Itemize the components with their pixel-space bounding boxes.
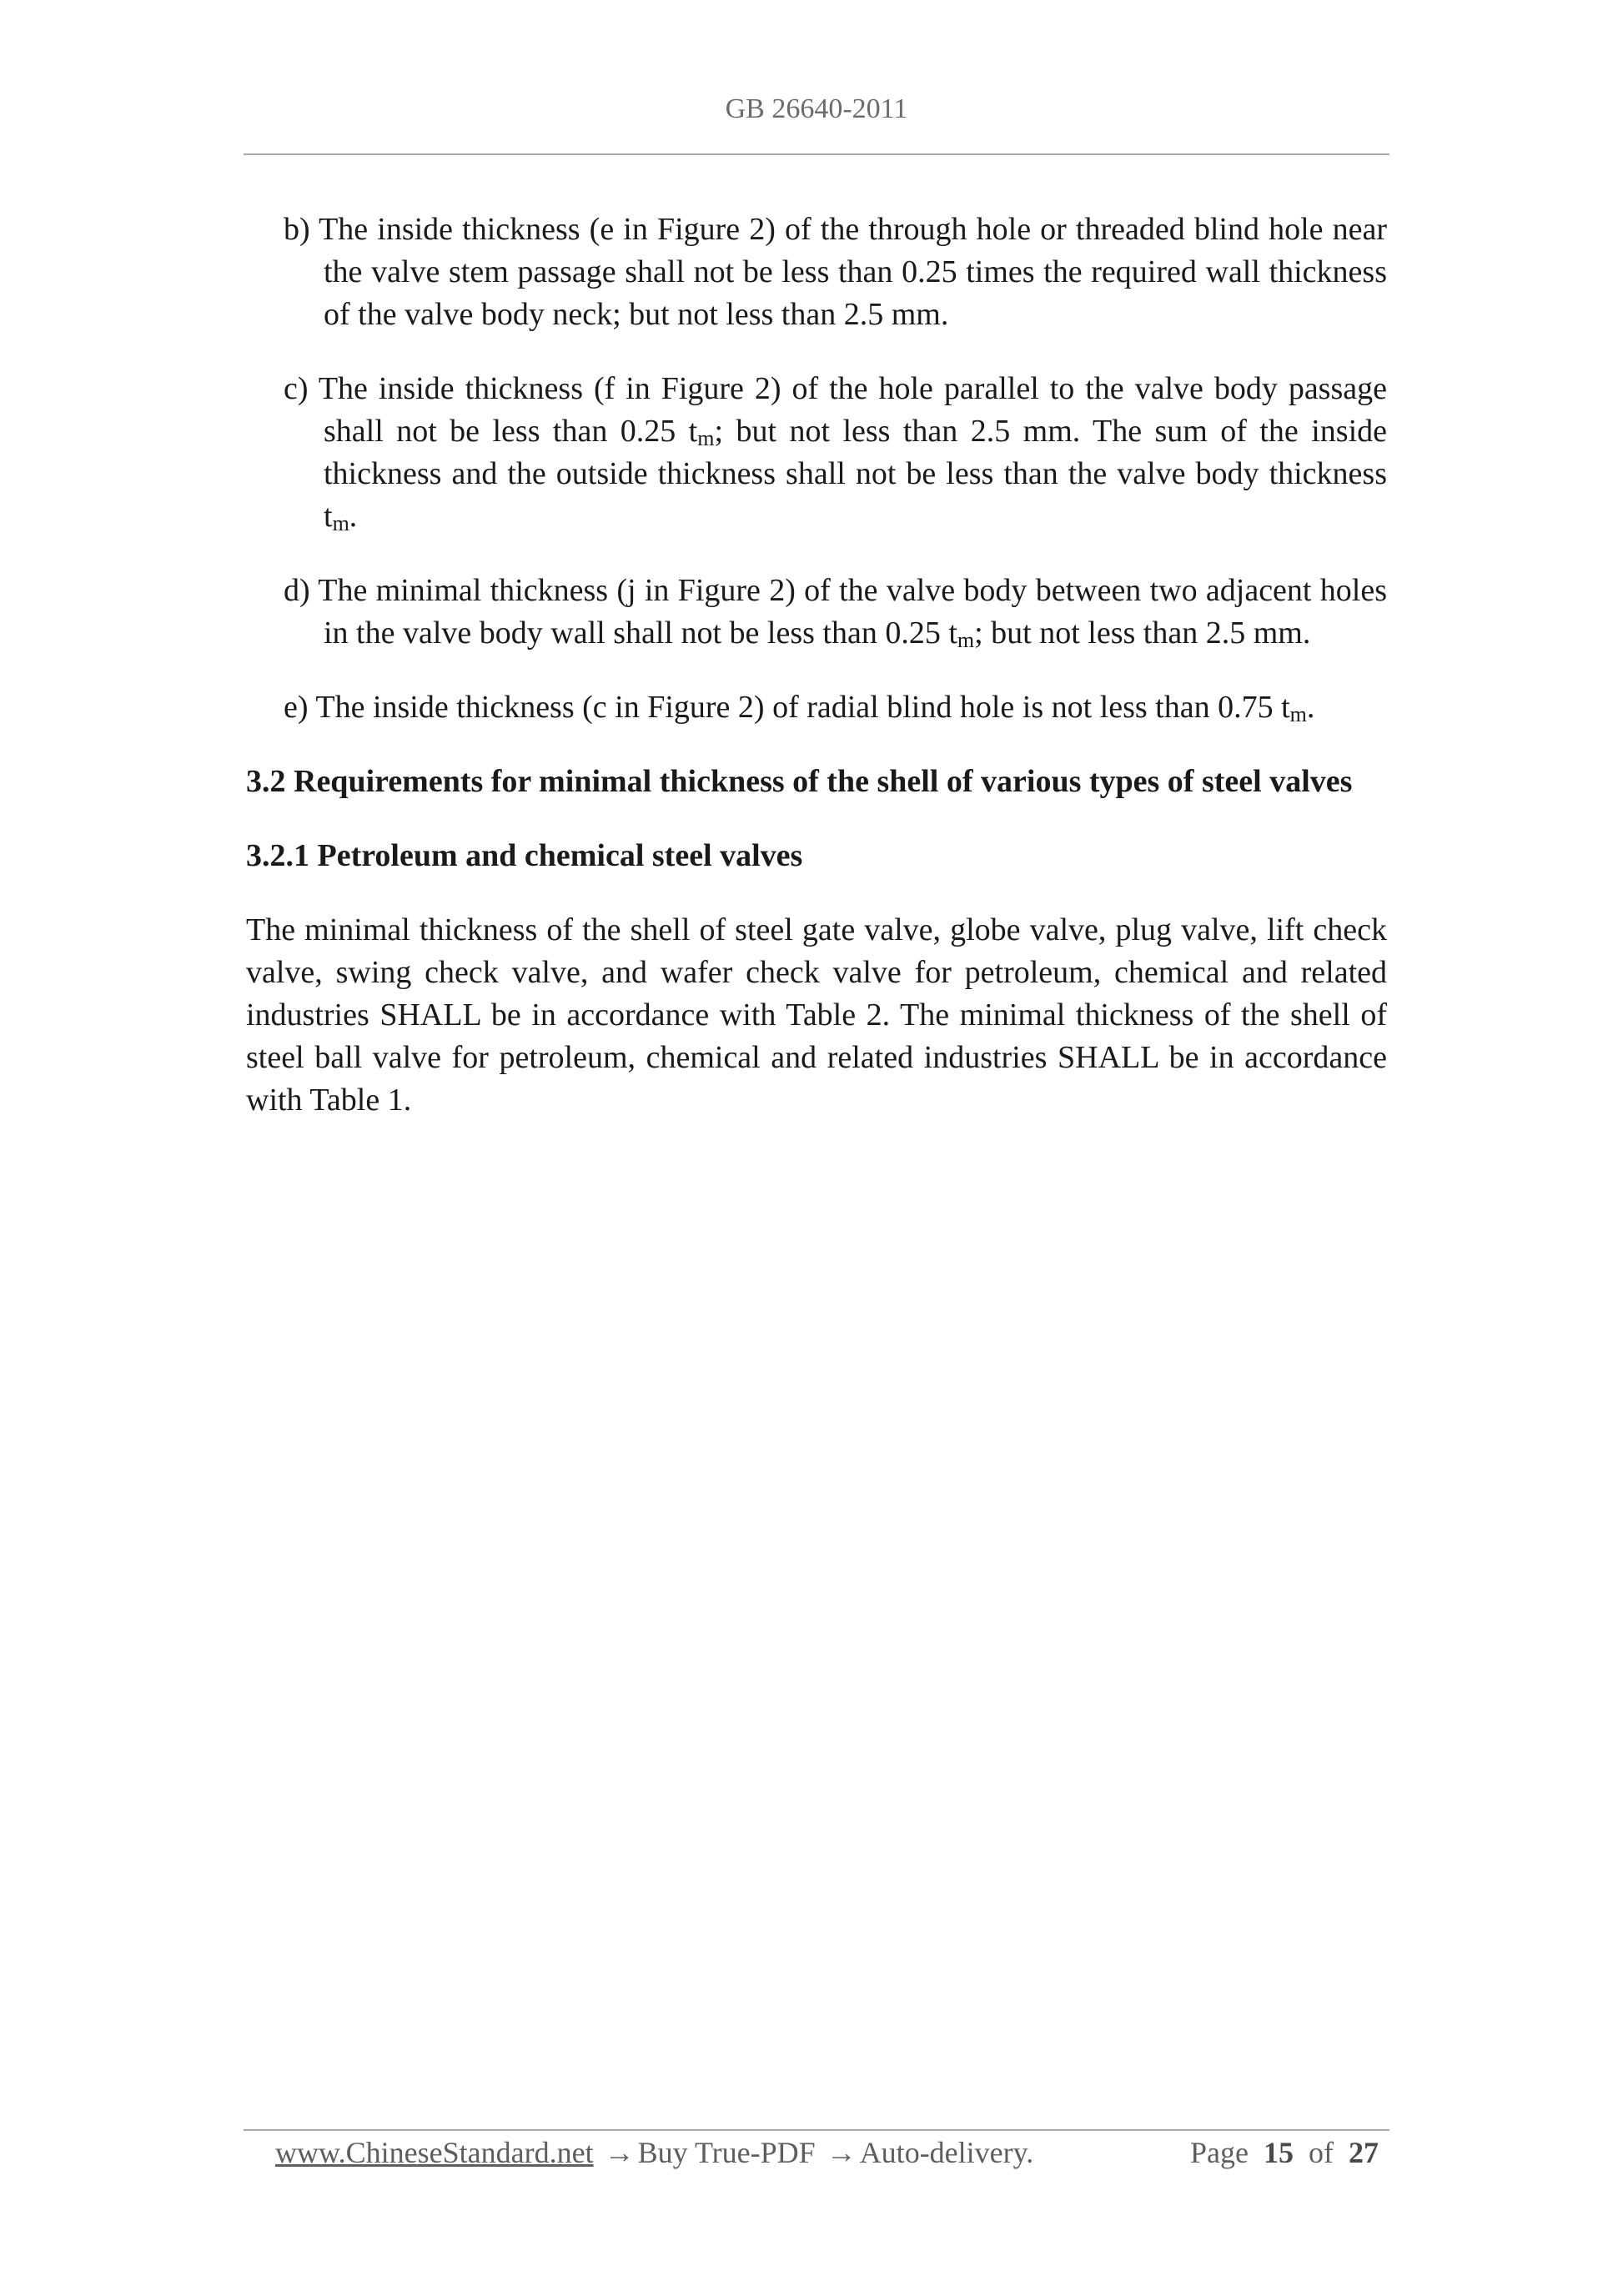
list-item-b [284,208,1387,336]
current-page: 15 [1264,2136,1294,2169]
item-label: b) [284,212,310,247]
total-pages: 27 [1349,2136,1379,2169]
subscript: m [1289,702,1307,726]
header-divider [244,153,1389,155]
subscript: m [332,511,349,535]
buy-text: Buy True-PDF [637,2136,816,2169]
website-link[interactable]: www.ChineseStandard.net [275,2136,594,2169]
body-paragraph: The minimal thickness of the shell of steel gate valve, globe valve, plug valve, lift check valve, swing check valve, and wafer check valve for petroleum, chemical and related industries SHALL be in accordance with Table 2. The minimal thickness of the shell of steel ball valve for petroleum, chemical and related industries SHALL be in accordance with Table 1. [246,912,1387,1118]
item-label: e) [284,690,309,725]
item-label: d) [284,573,310,608]
document-id-header: GB 26640-2011 [725,93,908,124]
item-text: ; but not less than 2.5 mm. The sum of the inside thickness and the outside thickness shall not be less than the valve body thickness t [324,414,1387,534]
arrow-right-icon: → [826,2136,857,2169]
item-text: The inside thickness (f in Figure 2) of the hole parallel to the valve body passage shall not be less than 0.25 t [318,371,1387,449]
section-heading-3-2: 3.2 Requirements for minimal thickness of the shell of various types of steel valves [246,764,1353,799]
item-text: ; but not less than 2.5 mm. [974,615,1311,651]
page-number [1190,2135,1379,2170]
list-item-e [284,686,1387,729]
item-text: The inside thickness (c in Figure 2) of radial blind hole is not less than 0.75 t [315,690,1290,725]
list-item-c [284,368,1387,538]
subscript: m [957,628,975,652]
item-text: . [349,499,358,534]
page-content [246,208,1387,1122]
of-word: of [1309,2136,1334,2169]
item-text: . [1306,690,1315,725]
footer-promo [275,2135,1033,2170]
section-heading-3-2-1: 3.2.1 Petroleum and chemical steel valves [246,838,803,873]
page-word: Page [1190,2136,1249,2169]
item-label: c) [284,371,309,406]
footer-divider [244,2129,1389,2131]
delivery-text: Auto-delivery. [859,2136,1034,2169]
item-text: The minimal thickness (j in Figure 2) of the valve body between two adjacent holes in the valve body wall shall not be less than 0.25 t [318,573,1387,651]
list-item-d [284,570,1387,655]
item-text: The inside thickness (e in Figure 2) of the through hole or threaded blind hole near the valve stem passage shall not be less than 0.25 times the required wall thickness of the valve body neck; but not less than 2.5 mm. [319,212,1387,332]
arrow-right-icon: → [604,2136,635,2169]
subscript: m [697,426,715,450]
